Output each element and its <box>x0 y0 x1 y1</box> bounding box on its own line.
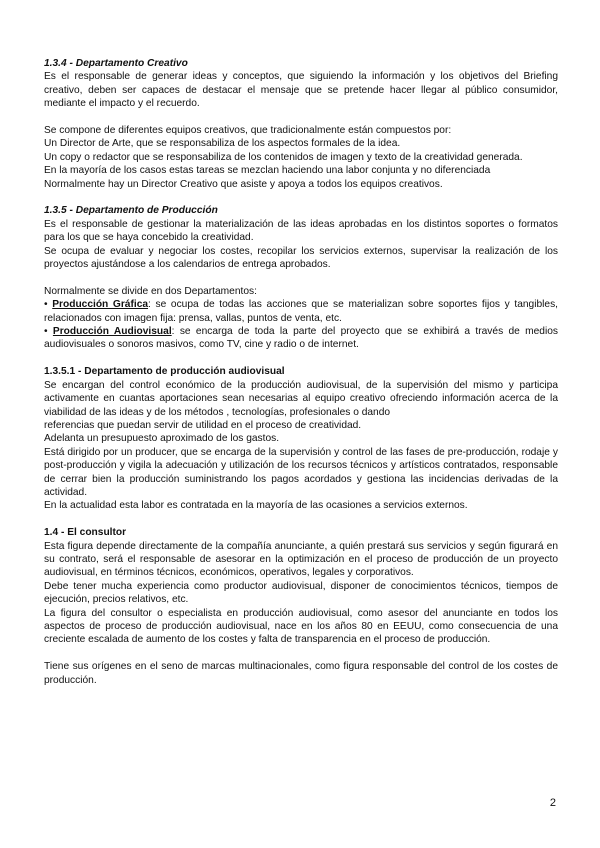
paragraph: En la mayoría de los casos estas tareas se mezclan haciendo una labor conjunta y no diferenciada <box>44 165 491 177</box>
bullet-title: Producción Gráfica <box>52 299 149 311</box>
paragraph: Un Director de Arte, que se responsabiliza de los aspectos formales de la idea. <box>44 138 401 150</box>
paragraph: Se encargan del control económico de la producción audiovisual, de la supervisión del mismo y participa activamente en cuantas aportaciones sean necesarias al equipo creativo ofreciendo información acerca de la viabilidad de las ideas y de los métodos , tecnologías, profesionales o dando <box>44 379 558 418</box>
bullet-text: : se encarga de toda la parte del proyecto que se exhibirá a través de medios audiovisuales o sonoros masivos, como TV, cine y radio o de internet. <box>44 326 558 351</box>
bullet-item-produccion-audiovisual <box>44 325 558 352</box>
page-content <box>44 57 558 687</box>
paragraph: referencias que puedan servir de utilidad en el proceso de creatividad. <box>44 419 362 431</box>
bullet-icon: • <box>44 326 48 338</box>
spacer <box>44 191 558 204</box>
paragraph: Está dirigido por un producer, que se encarga de la supervisión y control de las fases de pre-producción, rodaje y post-producción y vigila la adecuación y utilización de los recursos técnicos y artísticos contratados, responsable de cerrar bien la producción suministrando los pagos acordados y gestiona las incidencias derivadas de la actividad. <box>44 446 558 498</box>
paragraph: En la actualidad esta labor es contratada en la mayoría de las ocasiones a servicios externos. <box>44 500 468 512</box>
paragraph: Adelanta un presupuesto aproximado de los gastos. <box>44 433 280 445</box>
section-heading-1-3-5: 1.3.5 - Departamento de Producción <box>44 205 218 217</box>
page-number: 2 <box>549 797 556 809</box>
section-heading-1-3-5-1: 1.3.5.1 - Departamento de producción audiovisual <box>44 366 285 378</box>
paragraph: Normalmente se divide en dos Departamentos: <box>44 285 257 297</box>
paragraph: Esta figura depende directamente de la compañía anunciante, a quién prestará sus servicios y según figurará en su contrato, será el responsable de asesorar en la optimización en el proceso de producción de un proyecto audiovisual, en términos técnicos, económicos, operativos, legales y corporativos. <box>44 540 558 579</box>
paragraph: Se compone de diferentes equipos creativos, que tradicionalmente están compuestos por: <box>44 125 452 137</box>
bullet-text: : se ocupa de todas las acciones que se materializan sobre soportes fijos y tangibles, relacionados con imagen fija: prensa, vallas, puntos de venta, etc. <box>44 299 558 324</box>
paragraph: Un copy o redactor que se responsabiliza de los contenidos de imagen y texto de la creatividad generada. <box>44 151 523 163</box>
paragraph: Es el responsable de gestionar la materialización de las ideas aprobadas en los distintos soportes o formatos para los que se haya concebido la creatividad. <box>44 218 558 244</box>
paragraph: Tiene sus orígenes en el seno de marcas multinacionales, como figura responsable del control de los costes de producción. <box>44 661 558 686</box>
spacer <box>44 647 558 660</box>
section-heading-1-3-4: 1.3.4 - Departamento Creativo <box>44 58 188 69</box>
spacer <box>44 111 558 124</box>
bullet-item-produccion-grafica <box>44 298 558 325</box>
bullet-icon: • <box>44 299 48 311</box>
paragraph: La figura del consultor o especialista en producción audiovisual, como asesor del anunciante en todos los aspectos de proceso de producción audiovisual, nace en los años 80 en EEUU, como consecuencia de una creciente escalada de aumento de los costes y falta de transparencia en el proceso de producción. <box>44 607 558 646</box>
paragraph: Debe tener mucha experiencia como productor audiovisual, disponer de conocimientos técnicos, tiempos de ejecución, precios relativos, etc. <box>44 580 558 606</box>
paragraph: Normalmente hay un Director Creativo que asiste y apoya a todos los equipos creativos. <box>44 178 443 190</box>
spacer <box>44 271 558 284</box>
bullet-title: Producción Audiovisual <box>52 326 172 338</box>
spacer <box>44 352 558 365</box>
spacer <box>44 513 558 526</box>
paragraph: Es el responsable de generar ideas y conceptos, que siguiendo la información y los objetivos del Briefing creativo, deben ser capaces de destacar el mensaje que se pretende hacer llegar al público consumidor, mediante el impacto y el recuerdo. <box>44 71 558 110</box>
section-heading-1-4: 1.4 - El consultor <box>44 527 127 539</box>
paragraph: Se ocupa de evaluar y negociar los costes, recopilar los servicios externos, supervisar la realización de los proyectos ajustándose a los calendarios de entrega aprobados. <box>44 245 558 271</box>
